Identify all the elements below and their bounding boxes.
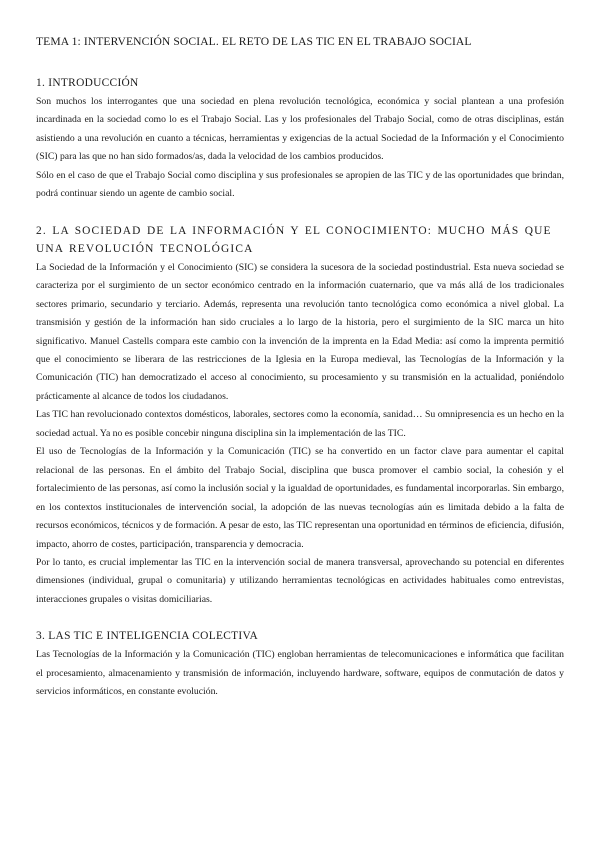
section-sociedad-informacion — [36, 222, 564, 610]
section-introduccion — [36, 74, 564, 204]
document-title: TEMA 1: INTERVENCIÓN SOCIAL. EL RETO DE LAS TIC EN EL TRABAJO SOCIAL — [36, 35, 472, 48]
paragraph: Por lo tanto, es crucial implementar las TIC en la intervención social de manera transversal, aprovechando su potencial en diferentes dimensiones (individual, grupal o comunitaria) y utilizando herramientas tecnológicas en actividades habituales como entrevistas, interacciones grupales o visitas domiciliarias. — [36, 556, 564, 605]
section-heading: 3. LAS TIC E INTELIGENCIA COLECTIVA — [36, 630, 259, 643]
paragraph: Las Tecnologías de la Información y la Comunicación (TIC) engloban herramientas de telecomunicaciones e informática que facilitan el procesamiento, almacenamiento y transmisión de información, incluyendo hardware, software, equipos de conmutación de datos y servicios informáticos, en constante evolución. — [36, 649, 564, 698]
paragraph: Sólo en el caso de que el Trabajo Social como disciplina y sus profesionales se apropien de las TIC y de las oportunidades que brindan, podrá continuar siendo un agente de cambio social. — [36, 169, 564, 200]
section-heading: 2. LA SOCIEDAD DE LA INFORMACIÓN Y EL CONOCIMIENTO: MUCHO MÁS QUE UNA REVOLUCIÓN TECNOLÓGICA — [36, 224, 552, 255]
section-tic-inteligencia-colectiva — [36, 627, 564, 701]
paragraph: Son muchos los interrogantes que una sociedad en plena revolución tecnológica, económica y social plantean a una profesión incardinada en la sociedad como lo es el Trabajo Social. Las y los profesionales del Trabajo Social, como de otras disciplinas, están asistiendo a una revolución en cuanto a técnicas, herramientas y exigencias de la actual Sociedad de la Información y el Conocimiento (SIC) para las que no han sido formados/as, dada la velocidad de los cambios producidos. — [36, 96, 564, 163]
document-page — [36, 34, 564, 702]
paragraph: Las TIC han revolucionado contextos domésticos, laborales, sectores como la economía, sanidad… Su omnipresencia es un hecho en la sociedad actual. Ya no es posible concebir ninguna disciplina sin la implementación de las TIC. — [36, 409, 564, 439]
paragraph: El uso de Tecnologías de la Información y la Comunicación (TIC) se ha convertido en un factor clave para aumentar el capital relacional de las personas. En el ámbito del Trabajo Social, disciplina que busca promover el cambio social, la cohesión y el fortalecimiento de las personas, así como la inclusión social y la igualdad de oportunidades, es fundamental incorporarlas. Sin embargo, en los contextos institucionales de intervención social, la adopción de las nuevas tecnologías aún es limitada debido a la falta de recursos económicos, técnicos y de formación. A pesar de esto, las TIC representan una oportunidad en términos de eficiencia, difusión, impacto, ahorro de costes, participación, transparencia y democracia. — [36, 446, 564, 550]
paragraph: La Sociedad de la Información y el Conocimiento (SIC) se considera la sucesora de la sociedad postindustrial. Esta nueva sociedad se caracteriza por el surgimiento de un sector económico centrado en la información cuaternario, que va más allá de los tradicionales sectores primario, secundario y terciario. Además, representa una revolución tanto tecnológica como económica a nivel global. La transmisión y gestión de la información han sido cruciales a lo largo de la historia, pero el surgimiento de la SIC marca un hito significativo. Manuel Castells compara este cambio con la invención de la imprenta en la Edad Media: así como la imprenta permitió que el conocimiento se liberara de las restricciones de la Iglesia en la Europa medieval, las Tecnologías de la Información y la Comunicación (TIC) han democratizado el acceso al conocimiento, su procesamiento y su transmisión en la actualidad, poniéndolo prácticamente al alcance de todos los ciudadanos. — [36, 261, 564, 402]
section-heading: 1. INTRODUCCIÓN — [36, 77, 139, 89]
